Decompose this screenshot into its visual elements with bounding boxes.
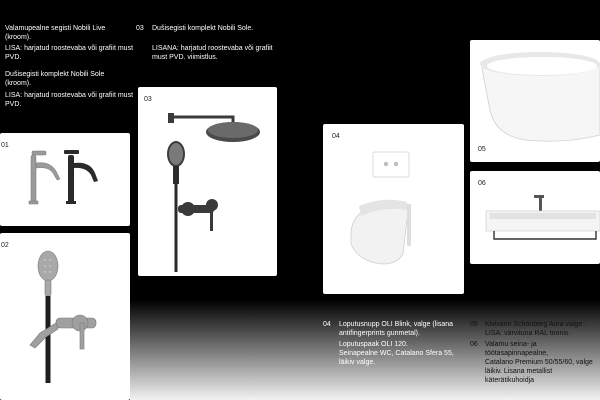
card-04-number: 04 — [332, 133, 340, 140]
card-01-number: 01 — [1, 142, 9, 149]
card-01-taps — [0, 133, 130, 226]
caption-05-tub: Kivivann Schönberg Aura valge . — [485, 321, 587, 328]
card-02-number: 02 — [1, 242, 9, 249]
text-sole-addon: LISA: harjatud roostevaba või grafiit must PVD. — [5, 92, 134, 108]
item03-number: 03 — [136, 25, 144, 32]
card-06-washbasin — [470, 171, 600, 264]
text-sole-set: Dušisegisti komplekt Nobili Sole (kroom). — [5, 71, 105, 87]
card-05-number: 05 — [478, 146, 486, 153]
caption-04-number: 04 — [323, 321, 331, 328]
item03-addon: LISANA: harjatud roostevaba või grafiit must PVD. viimistlus. — [152, 45, 273, 61]
text-live-addon: LISA: harjatud roostevaba või grafiit must PVD. — [5, 45, 134, 61]
flush-plate — [373, 152, 409, 177]
chrome-tap — [29, 151, 60, 204]
wc-bowl — [351, 203, 410, 264]
caption-04-flush: Loputusnupp OLI Blink, valge (lisana antifingerprints gunmetal). — [339, 321, 454, 337]
caption-04-wc: Loputuspaak OLI 120. Seinapealne WC, Catalano Sfera 55, läikiv valge. — [339, 341, 454, 366]
black-tap — [64, 150, 98, 204]
tap-illustration — [0, 133, 130, 226]
caption-05-number: 05 — [470, 321, 478, 328]
card-05-bathtub — [470, 40, 600, 162]
bathtub-illustration — [470, 40, 600, 162]
caption-06-basin: Valamu seina- ja töötasapinnapealne, Catalano Premium 50/55/60, valge läikiv. Lisana metallist käterätikuhoidja — [485, 341, 593, 384]
washbasin-illustration — [470, 171, 600, 264]
shower-mixer-illustration — [0, 233, 130, 400]
card-02-shower-mixer — [0, 233, 130, 400]
diverter — [178, 199, 218, 231]
wc-illustration — [323, 124, 464, 294]
card-06-number: 06 — [478, 180, 486, 187]
caption-05-addon: LISA: värvituna RAL toonis. — [485, 330, 571, 337]
text-live-mixer: Valamupealne segisti Nobili Live (kroom). — [5, 25, 106, 41]
card-03-number: 03 — [144, 96, 152, 103]
towel-rail — [494, 231, 596, 239]
card-03-shower-set — [138, 87, 277, 276]
item03-title: Dušisegisti komplekt Nobili Sole. — [152, 25, 254, 32]
caption-06-number: 06 — [470, 341, 478, 348]
card-04-wc — [323, 124, 464, 294]
shower-set-illustration — [138, 87, 277, 276]
hand-shower — [38, 251, 58, 296]
mixer-body — [30, 315, 96, 349]
